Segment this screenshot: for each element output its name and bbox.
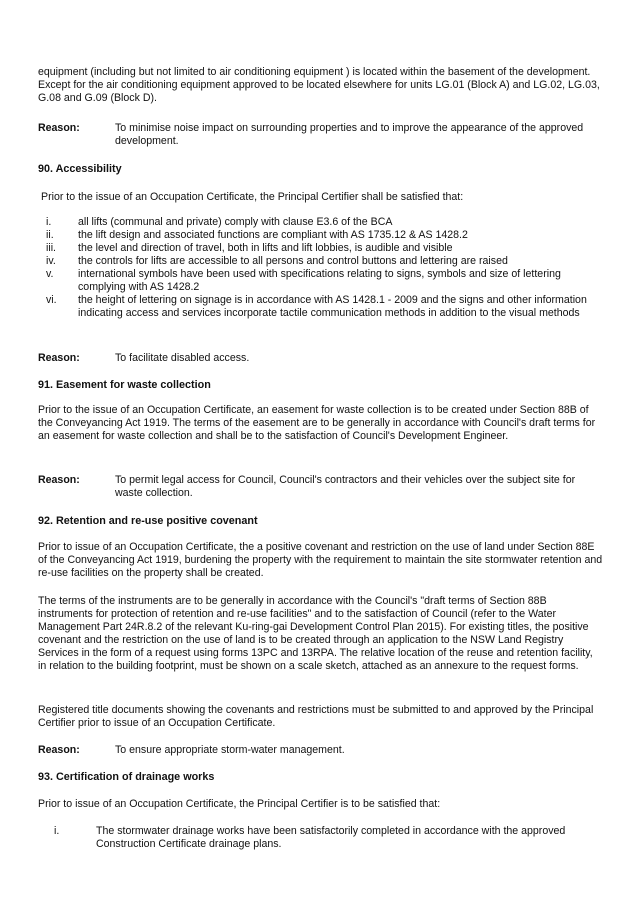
list-item [38, 216, 603, 229]
list-item-number: v. [46, 268, 54, 280]
reason-text: To permit legal access for Council, Council's contractors and their vehicles over the subject site for waste collection. [115, 474, 576, 499]
list-item-number: ii. [46, 229, 54, 241]
list-item-number: vi. [46, 294, 57, 306]
section-92-p1: Prior to issue of an Occupation Certificate, the a positive covenant and restriction on the use of land under Section 88E of the Conveyancing Act 1919, burdening the property with the requirement to maintain the site stormwater retention and re-use facilities on the property shall be created. [38, 541, 603, 579]
reason-text: To ensure appropriate storm-water management. [115, 744, 345, 756]
list-item-text: The stormwater drainage works have been satisfactorily completed in accordance with the approved Construction Certificate drainage plans. [96, 825, 566, 850]
section-heading-90: 90. Accessibility [38, 163, 122, 175]
list-item [38, 229, 603, 242]
section-90-intro: Prior to the issue of an Occupation Certificate, the Principal Certifier shall be satisfied that: [41, 191, 464, 203]
list-item-text: the level and direction of travel, both in lifts and lift lobbies, is audible and visible [78, 242, 453, 254]
reason-text: To minimise noise impact on surrounding properties and to improve the appearance of the approved development. [115, 122, 584, 147]
section-92-p2: The terms of the instruments are to be generally in accordance with the Council's "draft terms of Section 88B instruments for protection of retention and re-use facilities" and to the satisfaction of Council (refer to the Water Management Part 24R.8.2 of the relevant Ku-ring-gai Development Control Plan 2015). For existing titles, the positive covenant and the restriction on the use of land is to be created through an application to the NSW Land Registry Services in the form of a request using forms 13PC and 13RPA. The relative location of the reuse and retention facility, in relation to the building footprint, must be shown on a scale sketch, attached as an annexure to the request forms. [38, 595, 593, 672]
intro-paragraph: equipment (including but not limited to air conditioning equipment ) is located within the basement of the development. Except for the air conditioning equipment approved to be located elsewhere for units LG.01 (Block A) and LG.02, LG.03, G.08 and G.09 (Block D). [38, 66, 600, 104]
reason-text: To facilitate disabled access. [115, 352, 250, 364]
list-item [38, 268, 603, 294]
section-90-list [38, 216, 603, 320]
section-93-list [50, 825, 603, 851]
section-heading-91: 91. Easement for waste collection [38, 379, 211, 391]
list-item-number: iii. [46, 242, 57, 254]
section-92-p3: Registered title documents showing the covenants and restrictions must be submitted to and approved by the Principal Certifier prior to issue of an Occupation Certificate. [38, 704, 594, 729]
list-item [50, 825, 603, 851]
reason-label: Reason: [38, 122, 80, 134]
reason-92 [38, 744, 603, 757]
section-93-intro: Prior to issue of an Occupation Certificate, the Principal Certifier is to be satisfied that: [38, 798, 441, 810]
list-item-text: all lifts (communal and private) comply with clause E3.6 of the BCA [78, 216, 393, 228]
reason-intro [38, 122, 603, 148]
reason-90 [38, 352, 603, 365]
list-item-text: the controls for lifts are accessible to all persons and control buttons and lettering are raised [78, 255, 508, 267]
list-item-text: the lift design and associated functions are compliant with AS 1735.12 & AS 1428.2 [78, 229, 468, 241]
section-91-body: Prior to the issue of an Occupation Certificate, an easement for waste collection is to be created under Section 88B of the Conveyancing Act 1919. The terms of the easement are to be generally in accordance with Council's draft terms for an easement for waste collection and shall be to the satisfaction of Council's Development Engineer. [38, 404, 596, 442]
reason-label: Reason: [38, 352, 80, 364]
list-item [38, 242, 603, 255]
reason-label: Reason: [38, 474, 80, 486]
list-item-number: i. [46, 216, 52, 228]
section-heading-92: 92. Retention and re-use positive covenant [38, 515, 258, 527]
list-item [38, 294, 603, 320]
list-item-text: the height of lettering on signage is in accordance with AS 1428.1 - 2009 and the signs and other information indicating access and services incorporate tactile communication methods in addition to the visual methods [78, 294, 587, 319]
list-item-text: international symbols have been used with specifications relating to signs, symbols and size of lettering complying with AS 1428.2 [78, 268, 561, 293]
reason-91 [38, 474, 603, 500]
list-item-number: i. [54, 825, 60, 837]
list-item [38, 255, 603, 268]
section-heading-93: 93. Certification of drainage works [38, 771, 215, 783]
reason-label: Reason: [38, 744, 80, 756]
list-item-number: iv. [46, 255, 56, 267]
